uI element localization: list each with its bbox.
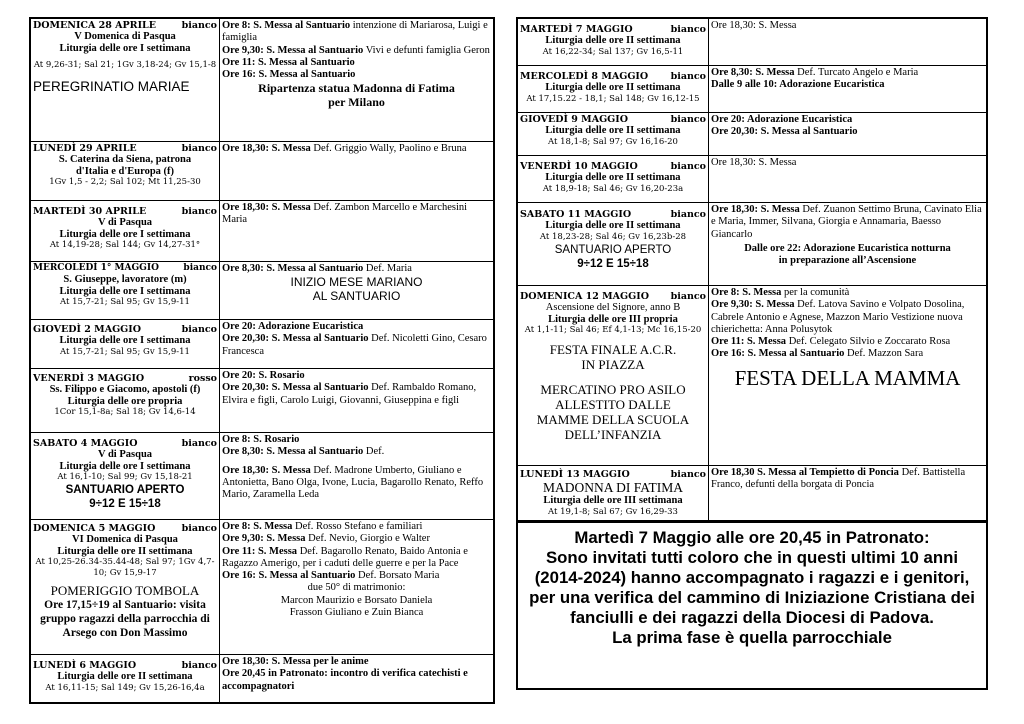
day-row-sabato-11-maggio: SABATO 11 MAGGIO bianco Liturgia delle ore II settimana At 18,23-28; Sal 46; Gv 16,23b-28 SANTUARIO APERTO 9÷12 E 15÷18 Ore 18,30: S. Messa Def. Zuanon Settimo Bruna, Cavinato Elia e Maria, Immer, Silvana, Giorgia e Annamaria, Baesso Giancarlo Dalle ore 22: Adorazione Eucaristica notturna in preparazione all’Ascensione [518,203,986,286]
day-row-lunedi-6-maggio: LUNEDÌ 6 MAGGIO bianco Liturgia delle ore II settimana At 16,11-15; Sal 149; Gv 15,26-16,4a Ore 18,30: S. Messa per le anime Ore 20,45 in Patronato: incontro di verifica catechisti e accompagnatori [31,655,493,702]
day-row-giovedi-9-maggio: GIOVEDÌ 9 MAGGIO bianco Liturgia delle ore II settimana At 18,1-8; Sal 97; Gv 16,16-20 Ore 20: Adorazione Eucaristica Ore 20,30: S. Messa al Santuario [518,113,986,156]
event-title: INIZIO MESE MARIANO [290,275,423,290]
day-info: DOMENICA 28 APRILE bianco V Domenica di Pasqua Liturgia delle ore I settimana At 9,26-31; Sal 21; 1Gv 3,18-24; Gv 15,1-8 PEREGRINATIO MARIAE [31,19,220,141]
day-row-sabato-4-maggio: SABATO 4 MAGGIO bianco V di Pasqua Liturgia delle ore I settimana At 16,1-10; Sal 99; Gv 15,18-21 SANTUARIO APERTO 9÷12 E 15÷18 Ore 8: S. Rosario Ore 8,30: S. Messa al Santuario Def. Ore 18,30: S. Messa Def. Madrone Umberto, Giuliano e Antonietta, Bano Olga, Ivone, Lucia, Bagarollo Renato, Reffo Mario, Zaramella Leda [31,433,493,520]
day-row-lunedi-29-aprile: LUNEDÌ 29 APRILE bianco S. Caterina da Siena, patrona d'Italia e d'Europa (f) 1Gv 1,5 - 2,2; Sal 102; Mt 11,25-30 Ore 18,30: S. Messa Def. Griggio Wally, Paolino e Bruna [31,142,493,201]
day-row-giovedi-2-maggio: GIOVEDÌ 2 MAGGIO bianco Liturgia delle ore I settimana At 15,7-21; Sal 95; Gv 15,9-11 Ore 20: Adorazione Eucaristica Ore 20,30: S. Messa al Santuario Def. Nicoletti Gino, Cesaro Francesca [31,320,493,369]
event-title: POMERIGGIO TOMBOLA [50,583,200,598]
right-calendar-table [516,17,988,522]
left-calendar-table [29,17,495,704]
festa-title: FESTA DELLA MAMMA [734,365,961,390]
event-title: FESTA FINALE A.C.R. [549,342,677,357]
day-row-lunedi-13-maggio: LUNEDÌ 13 MAGGIO bianco MADONNA DI FATIMA Liturgia delle ore III settimana At 19,1-8; Sal 67; Gv 16,29-33 Ore 18,30 S. Messa al Tempietto di Poncia Def. Battistella Franco, defunti della borgata di Poncia [518,466,986,520]
day-row-martedi-7-maggio: MARTEDÌ 7 MAGGIO bianco Liturgia delle ore II settimana At 16,22-34; Sal 137; Gv 16,5-11 Ore 18,30: S. Messa [518,19,986,66]
event-title: PEREGRINATIO MARIAE [33,79,190,94]
day-row-venerdi-3-maggio: VENERDÌ 3 MAGGIO rosso Ss. Filippo e Giacomo, apostoli (f) Liturgia delle ore propria 1Cor 15,1-8a; Sal 18; Gv 14,6-14 Ore 20: S. Rosario Ore 20,30: S. Messa al Santuario Def. Rambaldo Romano, Elvira e figli, Carolo Luigi, Giovanni, Giuseppina e figli [31,369,493,433]
day-row-domenica-12-maggio: DOMENICA 12 MAGGIO bianco Ascensione del Signore, anno B Liturgia delle ore III propria At 1,1-11; Sal 46; Ef 4,1-13; Mc 16,15-20 FESTA FINALE A.C.R. IN PIAZZA MERCATINO PRO ASILO ALLESTITO DALLE MAMME DELLA SCUOLA DELL’INFANZIA Ore 8: S. Messa per la comunità Ore 9,30: S. Messa Def. Latova Savino e Volpato Dosolina, Cabrele Antonio e Agnese, Mazzon Mario Vestizione nuova chierichetta: Anna Polusytok Ore 11: S. Messa Def. Celegato Silvio e Zoccarato Rosa Ore 16: S. Messa al Santuario Def. Mazzon Sara FESTA DELLA MAMMA [518,286,986,466]
notice-text: Martedì 7 Maggio alle ore 20,45 in Patronato: Sono invitati tutti coloro che in questi ultimi 10 anni (2014-2024) hanno accompagnato i ragazzi e i genitori, per una verifica del cammino di Iniziazione Cristiana dei fanciulli e dei ragazzi della Diocesi di Padova. La prima fase è quella parrocchiale [529,528,975,647]
day-row-martedi-30-aprile: MARTEDÌ 30 APRILE bianco V di Pasqua Liturgia delle ore I settimana At 14,19-28; Sal 144; Gv 14,27-31° Ore 18,30: S. Messa Def. Zambon Marcello e Marchesini Maria [31,201,493,262]
day-row-venerdi-10-maggio: VENERDÌ 10 MAGGIO bianco Liturgia delle ore II settimana At 18,9-18; Sal 46; Gv 16,20-23a Ore 18,30: S. Messa [518,156,986,203]
day-row-mercoledi-1-maggio: MERCOLEDÌ 1° MAGGIO bianco S. Giuseppe, lavoratore (m) Liturgia delle ore I settimana At 15,7-21; Sal 95; Gv 15,9-11 Ore 8,30: S. Messa al Santuario Def. Maria INIZIO MESE MARIANO AL SANTUARIO [31,262,493,320]
day-row-domenica-28-aprile [31,19,493,142]
notice-box [516,521,988,690]
day-row-domenica-5-maggio: DOMENICA 5 MAGGIO bianco VI Domenica di Pasqua Liturgia delle ore II settimana At 10,25-26.34-35.44-48; Sal 97; 1Gv 4,7-10; Gv 15,9-17 POMERIGGIO TOMBOLA Ore 17,15÷19 al Santuario: visita gruppo ragazzi della parrocchia di Arsego con Don Massimo Ore 8: S. Messa Def. Rosso Stefano e familiari Ore 9,30: S. Messa Def. Nevio, Giorgio e Walter Ore 11: S. Messa Def. Bagarollo Renato, Baido Antonia e Ragazzo Amerigo, per i caduti delle guerre e per la Pace Ore 16: S. Messa al Santuario Def. Borsato Maria due 50° di matrimonio: Marcon Maurizio e Borsato Daniela Frasson Giuliano e Zuin Bianca [31,520,493,655]
day-events: Ore 8: S. Messa al Santuario intenzione di Mariarosa, Luigi e famiglia Ore 9,30: S. Messa al Santuario Vivi e defunti famiglia Geron Ore 11: S. Messa al Santuario Ore 16: S. Messa al Santuario Ripartenza statua Madonna di Fatima per Milano [222,20,490,110]
day-row-mercoledi-8-maggio: MERCOLEDÌ 8 MAGGIO bianco Liturgia delle ore II settimana At 17,15.22 - 18,1; Sal 148; Gv 16,12-15 Ore 8,30: S. Messa Def. Turcato Angelo e Maria Dalle 9 alle 10: Adorazione Eucaristica [518,66,986,113]
